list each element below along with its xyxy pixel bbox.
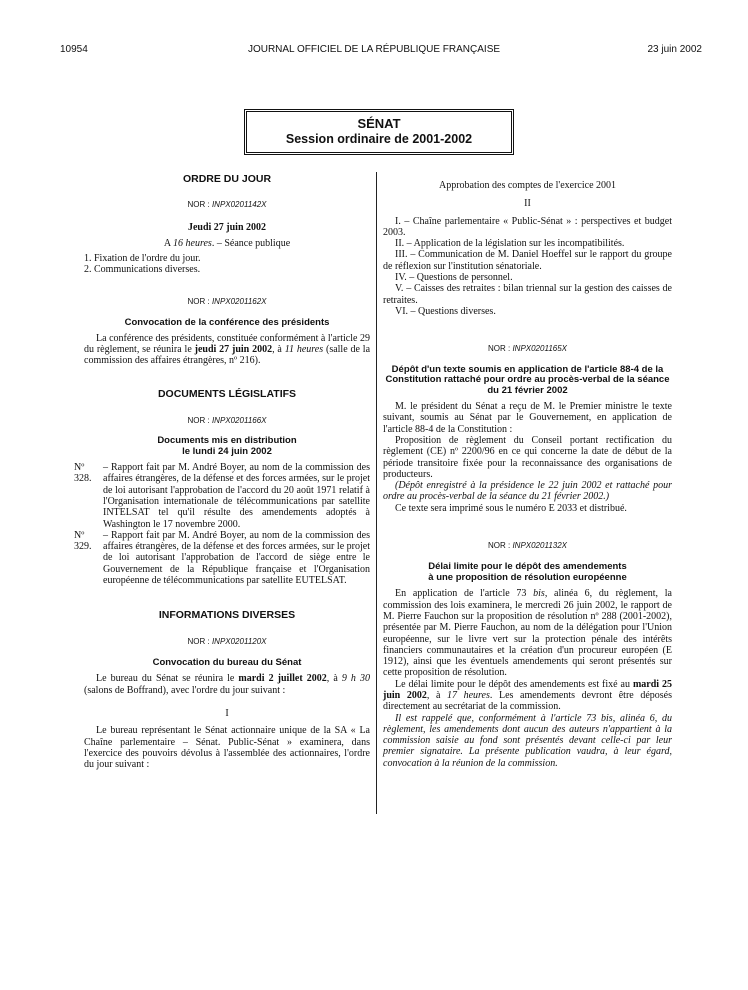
agenda-item: II. – Application de la législation sur les incompatibilités. — [395, 238, 625, 250]
depot-paragraph: M. le président du Sénat a reçu de M. le Premier ministre le texte suivant, soumis au Sénat par le Gouvernement, en application de l'article 88-4 de la Constitution : — [383, 401, 672, 435]
agenda-item: III. – Communication de M. Daniel Hoeffel sur le rapport du groupe de réflexion sur l'institution sénatoriale. — [383, 249, 672, 272]
depot-note: (Dépôt enregistré à la présidence le 22 juin 2002 et rattaché pour ordre au procès-verbal de la séance du 21 février 2002.) — [383, 480, 672, 503]
document-item — [74, 462, 370, 530]
nor-line: NOR : INPX0201142X — [187, 200, 267, 210]
agenda-item: 1. Fixation de l'ordre du jour. — [84, 253, 201, 265]
bureau-heading: Convocation du bureau du Sénat — [152, 656, 302, 668]
page-number: 10954 — [60, 44, 88, 55]
right-column — [383, 174, 672, 769]
ordre-du-jour-heading: ORDRE DU JOUR — [182, 173, 272, 185]
page-header — [0, 44, 748, 60]
agenda-item: V. – Caisses des retraites : bilan triennal sur la gestion des caisses de retraites. — [383, 283, 672, 306]
nor-code: INPX0201165X — [512, 344, 567, 354]
bureau-paragraph: Le bureau représentant le Sénat actionnaire unique de la SA « La Chaîne parlementaire – Sénat. Public-Sénat » examinera, dans l'exercice des pouvoirs dévolus à l'assemblée des actionnaires, l'ordre du jour suivant : — [84, 725, 370, 771]
session-title: Session ordinaire de 2001-2002 — [285, 132, 473, 146]
journal-title: JOURNAL OFFICIEL DE LA RÉPUBLIQUE FRANÇAISE — [247, 44, 501, 55]
document-text: – Rapport fait par M. André Boyer, au nom de la commission des affaires étrangères, de la défense et des forces armées, sur le projet de loi autorisant l'approbation de l'accord de siège entre le Gouvernement de la République française et l'Organisation européenne de télécommunications par satellite EUTELSAT. — [103, 529, 370, 587]
document-item — [74, 530, 370, 586]
depot-paragraph: Proposition de règlement du Conseil portant rectification du règlement (CE) nº 2200/96 en ce qui concerne la date de début de la période transitoire fixée pour la reconnaissance des organisations de producteurs. — [383, 434, 672, 480]
roman-numeral: II — [524, 198, 531, 210]
agenda-item: 2. Communications diverses. — [84, 264, 201, 276]
agenda-item: VI. – Questions diverses. — [395, 305, 496, 317]
document-number: Nº 329. — [74, 529, 92, 553]
delai-note: Il est rappelé que, conformément à l'article 73 bis, alinéa 6, du règlement, les amendements dont aucun des auteurs n'appartient à la commission saisie au fond sont présentés devant celle-ci par leur premier signataire. La présente publication vaudra, à leur égard, convocation à la réunion de la commission. — [383, 712, 672, 769]
delai-paragraph: En application de l'article 73 bis, alinéa 6, du règlement, la commission des lois examinera, le mercredi 26 juin 2002, le rapport de M. Pierre Fauchon sur la proposition de résolution nº 288 (2001-2002), présentée par M. Pierre Fauchon, au nom de la délégation pour l'Union européenne, sur le livre vert sur la protection pénale des intérêts financiers communautaires et la création d'un procureur européen (E 1912), ainsi que les éventuels amendements qui seront présentés sur cette proposition de résolution. — [383, 588, 672, 679]
informations-heading: INFORMATIONS DIVERSES — [158, 609, 296, 622]
issue-date: 23 juin 2002 — [647, 44, 702, 55]
senat-title: SÉNAT — [357, 116, 401, 131]
delai-heading: Délai limite pour le dépôt des amendements à une proposition de résolution européenne — [428, 561, 627, 583]
approbation-line: Approbation des comptes de l'exercice 2001 — [438, 180, 617, 191]
convocation-heading: Convocation de la conférence des présidents — [124, 317, 330, 329]
document-number: Nº 328. — [74, 462, 92, 485]
left-column — [74, 173, 371, 771]
nor-line: NOR : INPX0201120X — [187, 636, 267, 646]
agenda-item: I. – Chaîne parlementaire « Public-Sénat » : perspectives et budget 2003. — [383, 215, 672, 238]
bureau-text: Le bureau du Sénat se réunira le mardi 2 juillet 2002, à 9 h 30 (salons de Boffrand), avec l'ordre du jour suivant : — [84, 673, 370, 696]
nor-code: INPX0201120X — [211, 636, 267, 646]
nor-code: INPX0201142X — [211, 200, 267, 210]
convocation-text: La conférence des présidents, constituée conformément à l'article 29 du règlement, se réunira le jeudi 27 juin 2002, à 11 heures (salle de la commission des affaires étrangères, nº 216). — [84, 332, 371, 367]
roman-numeral: I — [225, 708, 229, 720]
column-divider — [376, 172, 377, 814]
agenda-list — [84, 253, 370, 276]
bureau-agenda-list — [383, 216, 672, 318]
depot-paragraph: Ce texte sera imprimé sous le numéro E 2033 et distribué. — [395, 502, 627, 514]
seance-time: A 16 heures. – Séance publique — [163, 237, 291, 249]
nor-code: INPX0201166X — [211, 415, 267, 425]
nor-code: INPX0201132X — [512, 541, 567, 551]
delai-paragraph: Le délai limite pour le dépôt des amendements est fixé au mardi 25 juin 2002, à 17 heures. Les amendements devront être déposés directement au secrétariat de la commission. — [383, 678, 672, 713]
nor-line: NOR : INPX0201132X — [487, 541, 567, 551]
nor-line: NOR : INPX0201166X — [187, 415, 267, 425]
senat-title-box — [244, 109, 514, 155]
agenda-item: IV. – Questions de personnel. — [395, 272, 513, 284]
seance-date: Jeudi 27 juin 2002 — [187, 221, 267, 233]
nor-code: INPX0201162X — [211, 296, 267, 306]
document-text: – Rapport fait par M. André Boyer, au nom de la commission des affaires étrangères, de la défense et des forces armées, sur le projet de loi autorisant l'approbation de l'accord du 20 août 1971 relatif à l'Organisation internationale de télécommunications par satellite INTELSAT tel qu'il résulte des amendements adoptés à Washington le 17 novembre 2000. — [103, 462, 370, 530]
nor-line: NOR : INPX0201162X — [187, 296, 267, 306]
documents-heading: DOCUMENTS LÉGISLATIFS — [157, 388, 297, 401]
nor-line: NOR : INPX0201165X — [487, 344, 567, 354]
documents-subheading: Documents mis en distribution le lundi 24 juin 2002 — [157, 435, 297, 457]
depot-heading: Dépôt d'un texte soumis en application de l'article 88-4 de la Constitution rattaché pour ordre au procès-verbal de la séance du 21 février 2002 — [385, 363, 670, 396]
